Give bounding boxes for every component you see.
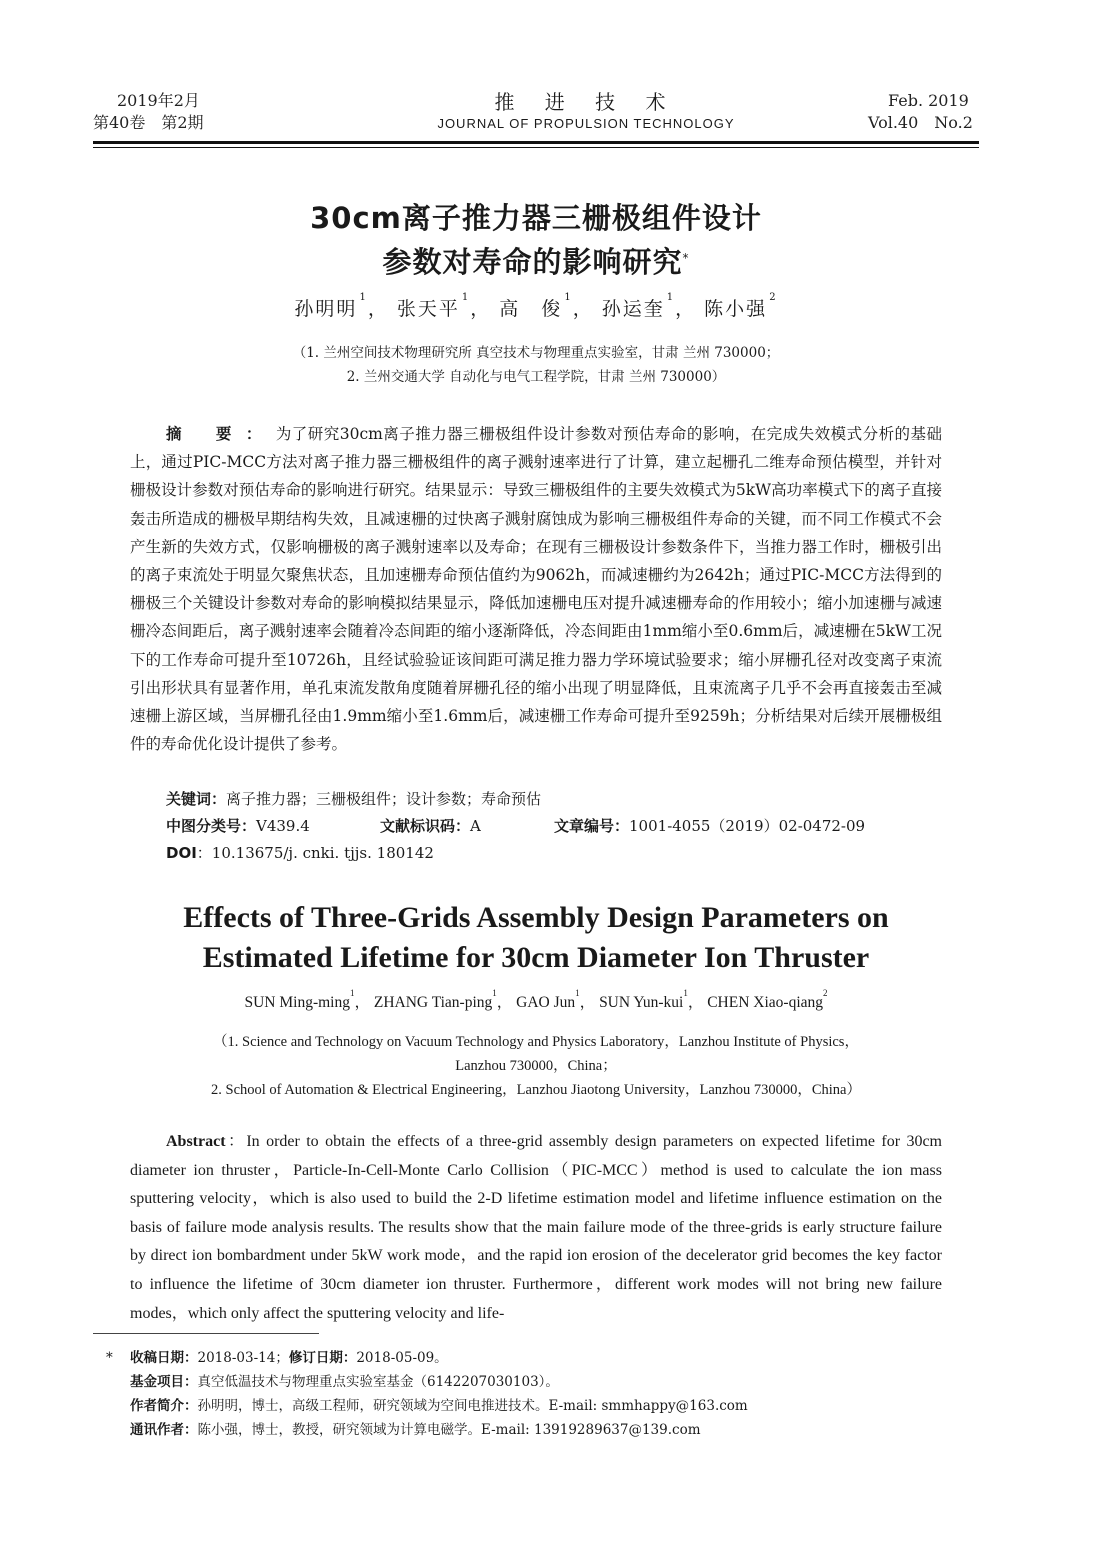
author-aff-mark: 1	[575, 988, 580, 998]
affiliation-en-1: （1. Science and Technology on Vacuum Technology and Physics Laboratory，Lanzhou Institute of Physics，	[213, 1034, 859, 1050]
footnote-dates	[106, 1346, 748, 1370]
author-aff-mark: 1	[461, 292, 471, 303]
paper-title-cn	[93, 196, 979, 284]
authors-cn: 孙明明$^1$， 张天平$^1$， 高 俊$^1$， 孙运奎$^1$， 陈小强$^2$	[294, 292, 778, 320]
header-date-cn: 2019年2月	[117, 91, 200, 110]
footnote-star: *	[106, 1350, 113, 1366]
affiliation-cn-1: （1. 兰州空间技术物理研究所 真空技术与物理重点实验室，甘肃 兰州 730000；	[292, 345, 780, 361]
title-en-line1: Effects of Three-Grids Assembly Design Parameters on	[183, 901, 889, 934]
author-en: GAO Jun	[516, 994, 576, 1011]
keywords-text: 离子推力器；三栅极组件；设计参数；寿命预估	[226, 790, 542, 808]
fund-label: 基金项目：	[130, 1374, 198, 1390]
abstract-en-label: Abstract	[166, 1133, 226, 1150]
doi	[166, 840, 434, 867]
affiliations-en	[93, 1030, 979, 1102]
author-aff-mark: 1	[359, 292, 368, 303]
journal-name-cn: 推 进 技 术	[494, 90, 678, 114]
clc-value: V439.4	[256, 817, 310, 835]
title-cn-line1: 30cm离子推力器三栅极组件设计	[310, 201, 762, 235]
article-number	[554, 813, 865, 840]
author-aff-mark: 1	[666, 292, 676, 303]
author-aff-mark: 2	[823, 988, 828, 998]
header-left	[93, 90, 204, 134]
article-number-value: 1001-4055（2019）02-0472-09	[629, 817, 866, 835]
revised-date: 2018-05-09。	[356, 1350, 448, 1366]
author-aff-mark: 2	[769, 292, 778, 303]
author-cn: 孙运奎	[601, 298, 665, 320]
author-en: SUN Ming-ming	[244, 994, 350, 1011]
footnote-rule	[93, 1333, 319, 1334]
author-aff-mark: 1	[349, 988, 355, 998]
revised-label: 修订日期：	[288, 1350, 357, 1366]
keywords-cn	[166, 786, 541, 813]
abstract-cn-label: 摘 要：	[166, 425, 276, 443]
header-rule-thick	[93, 141, 979, 144]
affiliations-cn	[93, 341, 979, 389]
author-bio-value: 孙明明，博士，高级工程师，研究领域为空间电推进技术。E-mail: smmhappy@163.com	[197, 1398, 748, 1414]
article-number-label: 文章编号：	[554, 817, 630, 835]
author-cn: 高 俊	[499, 298, 563, 320]
author-cn: 张天平	[396, 298, 460, 320]
journal-name-en: JOURNAL OF PROPULSION TECHNOLOGY	[437, 116, 735, 131]
received-date: 2018-03-14；	[197, 1350, 289, 1366]
fund-value: 真空低温技术与物理重点实验室基金（6142207030103）。	[197, 1374, 559, 1390]
footnote-author	[106, 1394, 748, 1418]
abstract-cn	[130, 420, 942, 758]
author-cn: 陈小强	[704, 298, 768, 320]
header-right	[868, 90, 973, 134]
footnote-corresponding	[106, 1418, 748, 1442]
header-volume-en: Vol.40 No.2	[868, 113, 973, 132]
author-en: ZHANG Tian-ping	[373, 994, 493, 1011]
doc-code-label: 文献标识码：	[380, 817, 471, 835]
header-volume-cn: 第40卷 第2期	[93, 113, 204, 132]
title-footnote-mark: *	[682, 251, 690, 265]
author-aff-mark: 1	[564, 292, 573, 303]
corresponding-label: 通讯作者：	[130, 1422, 198, 1438]
clc-number	[166, 813, 310, 840]
header-date-en: Feb. 2019	[888, 91, 969, 110]
header-rule-thin	[93, 147, 979, 148]
title-cn-line2: 参数对寿命的影响研究	[382, 245, 683, 279]
author-en: SUN Yun-kui	[599, 994, 684, 1011]
header-center	[300, 90, 872, 131]
abstract-en-text: ：In order to obtain the effects of a three-grid assembly design parameters on expected lifetime for 30cm diameter ion thruster，Particle-In-Cell-Monte Carlo Collision（PIC-MCC）method is used to calculate the ion mass sputtering velocity，which is also used to build the 2-D lifetime estimation model and lifetime influence estimation on the basis of failure mode analysis results. The results show that the main failure mode of the three-grids is early structure failure by direct ion bombardment under 5kW work mode，and the rapid ion erosion of the decelerator grid becomes the key factor to influence the lifetime of 30cm diameter ion thruster. Furthermore，different work modes will not bring new failure modes，which only affect the sputtering velocity and life-	[130, 1133, 943, 1322]
abstract-en	[130, 1128, 942, 1328]
paper-title-en	[93, 898, 979, 978]
title-en-line2: Estimated Lifetime for 30cm Diameter Ion Thruster	[202, 941, 870, 974]
footnote-fund	[106, 1370, 748, 1394]
affiliation-cn-2: 2. 兰州交通大学 自动化与电气工程学院，甘肃 兰州 730000）	[346, 369, 726, 385]
doi-label: DOI	[166, 844, 197, 862]
clc-label: 中图分类号：	[166, 817, 257, 835]
author-cn: 孙明明	[294, 298, 358, 320]
affiliation-en-1-cont: Lanzhou 730000，China；	[455, 1058, 617, 1074]
authors-en: SUN Ming-ming$^1$， ZHANG Tian-ping$^1$， GAO Jun$^1$， SUN Yun-kui$^1$， CHEN Xiao-qiang$^2$	[244, 988, 828, 1011]
author-aff-mark: 1	[683, 988, 688, 998]
doi-value: ：10.13675/j. cnki. tjjs. 180142	[196, 844, 434, 862]
author-bio-label: 作者简介：	[130, 1398, 198, 1414]
footnotes	[106, 1346, 748, 1442]
corresponding-value: 陈小强，博士，教授，研究领域为计算电磁学。E-mail: 13919289637@139.com	[197, 1422, 701, 1438]
author-aff-mark: 1	[492, 988, 497, 998]
document-code	[380, 813, 481, 840]
abstract-cn-text: 为了研究30cm离子推力器三栅极组件设计参数对预估寿命的影响，在完成失效模式分析的基础上，通过PIC-MCC方法对离子推力器三栅极组件的离子溅射速率进行了计算，建立起栅孔二维寿命预估模型，并针对栅极设计参数对预估寿命的影响进行研究。结果显示：导致三栅极组件的主要失效模式为5kW高功率模式下的离子直接轰击所造成的栅极早期结构失效，且减速栅的过快离子溅射腐蚀成为影响三栅极组件寿命的关键，而不同工作模式不会产生新的失效方式，仅影响栅极的离子溅射速率以及寿命；在现有三栅极设计参数条件下，当推力器工作时，栅极引出的离子束流处于明显欠聚焦状态，且加速栅寿命预估值约为9062h，而减速栅约为2642h；通过PIC-MCC方法得到的栅极三个关键设计参数对寿命的影响模拟结果显示，降低加速栅电压对提升减速栅寿命的作用较小；缩小加速栅与减速栅冷态间距后，离子溅射速率会随着冷态间距的缩小逐渐降低，冷态间距由1mm缩小至0.6mm后，减速栅在5kW工况下的工作寿命可提升至10726h，且经试验验证该间距可满足推力器力学环境试验要求；缩小屏栅孔径对改变离子束流引出形状具有显著作用，单孔束流发散角度随着屏栅孔径的缩小出现了明显降低，且束流离子几乎不会再直接轰击至减速栅上游区域，当屏栅孔径由1.9mm缩小至1.6mm后，减速栅工作寿命可提升至9259h；分析结果对后续开展栅极组件的寿命优化设计提供了参考。	[130, 425, 942, 754]
author-en: CHEN Xiao-qiang	[707, 994, 824, 1011]
received-label: 收稿日期：	[130, 1350, 198, 1366]
keywords-label: 关键词：	[166, 790, 227, 808]
affiliation-en-2: 2. School of Automation & Electrical Engineering，Lanzhou Jiaotong University，Lanzhou 730000，China）	[211, 1082, 861, 1098]
doc-code-value: A	[470, 817, 481, 835]
